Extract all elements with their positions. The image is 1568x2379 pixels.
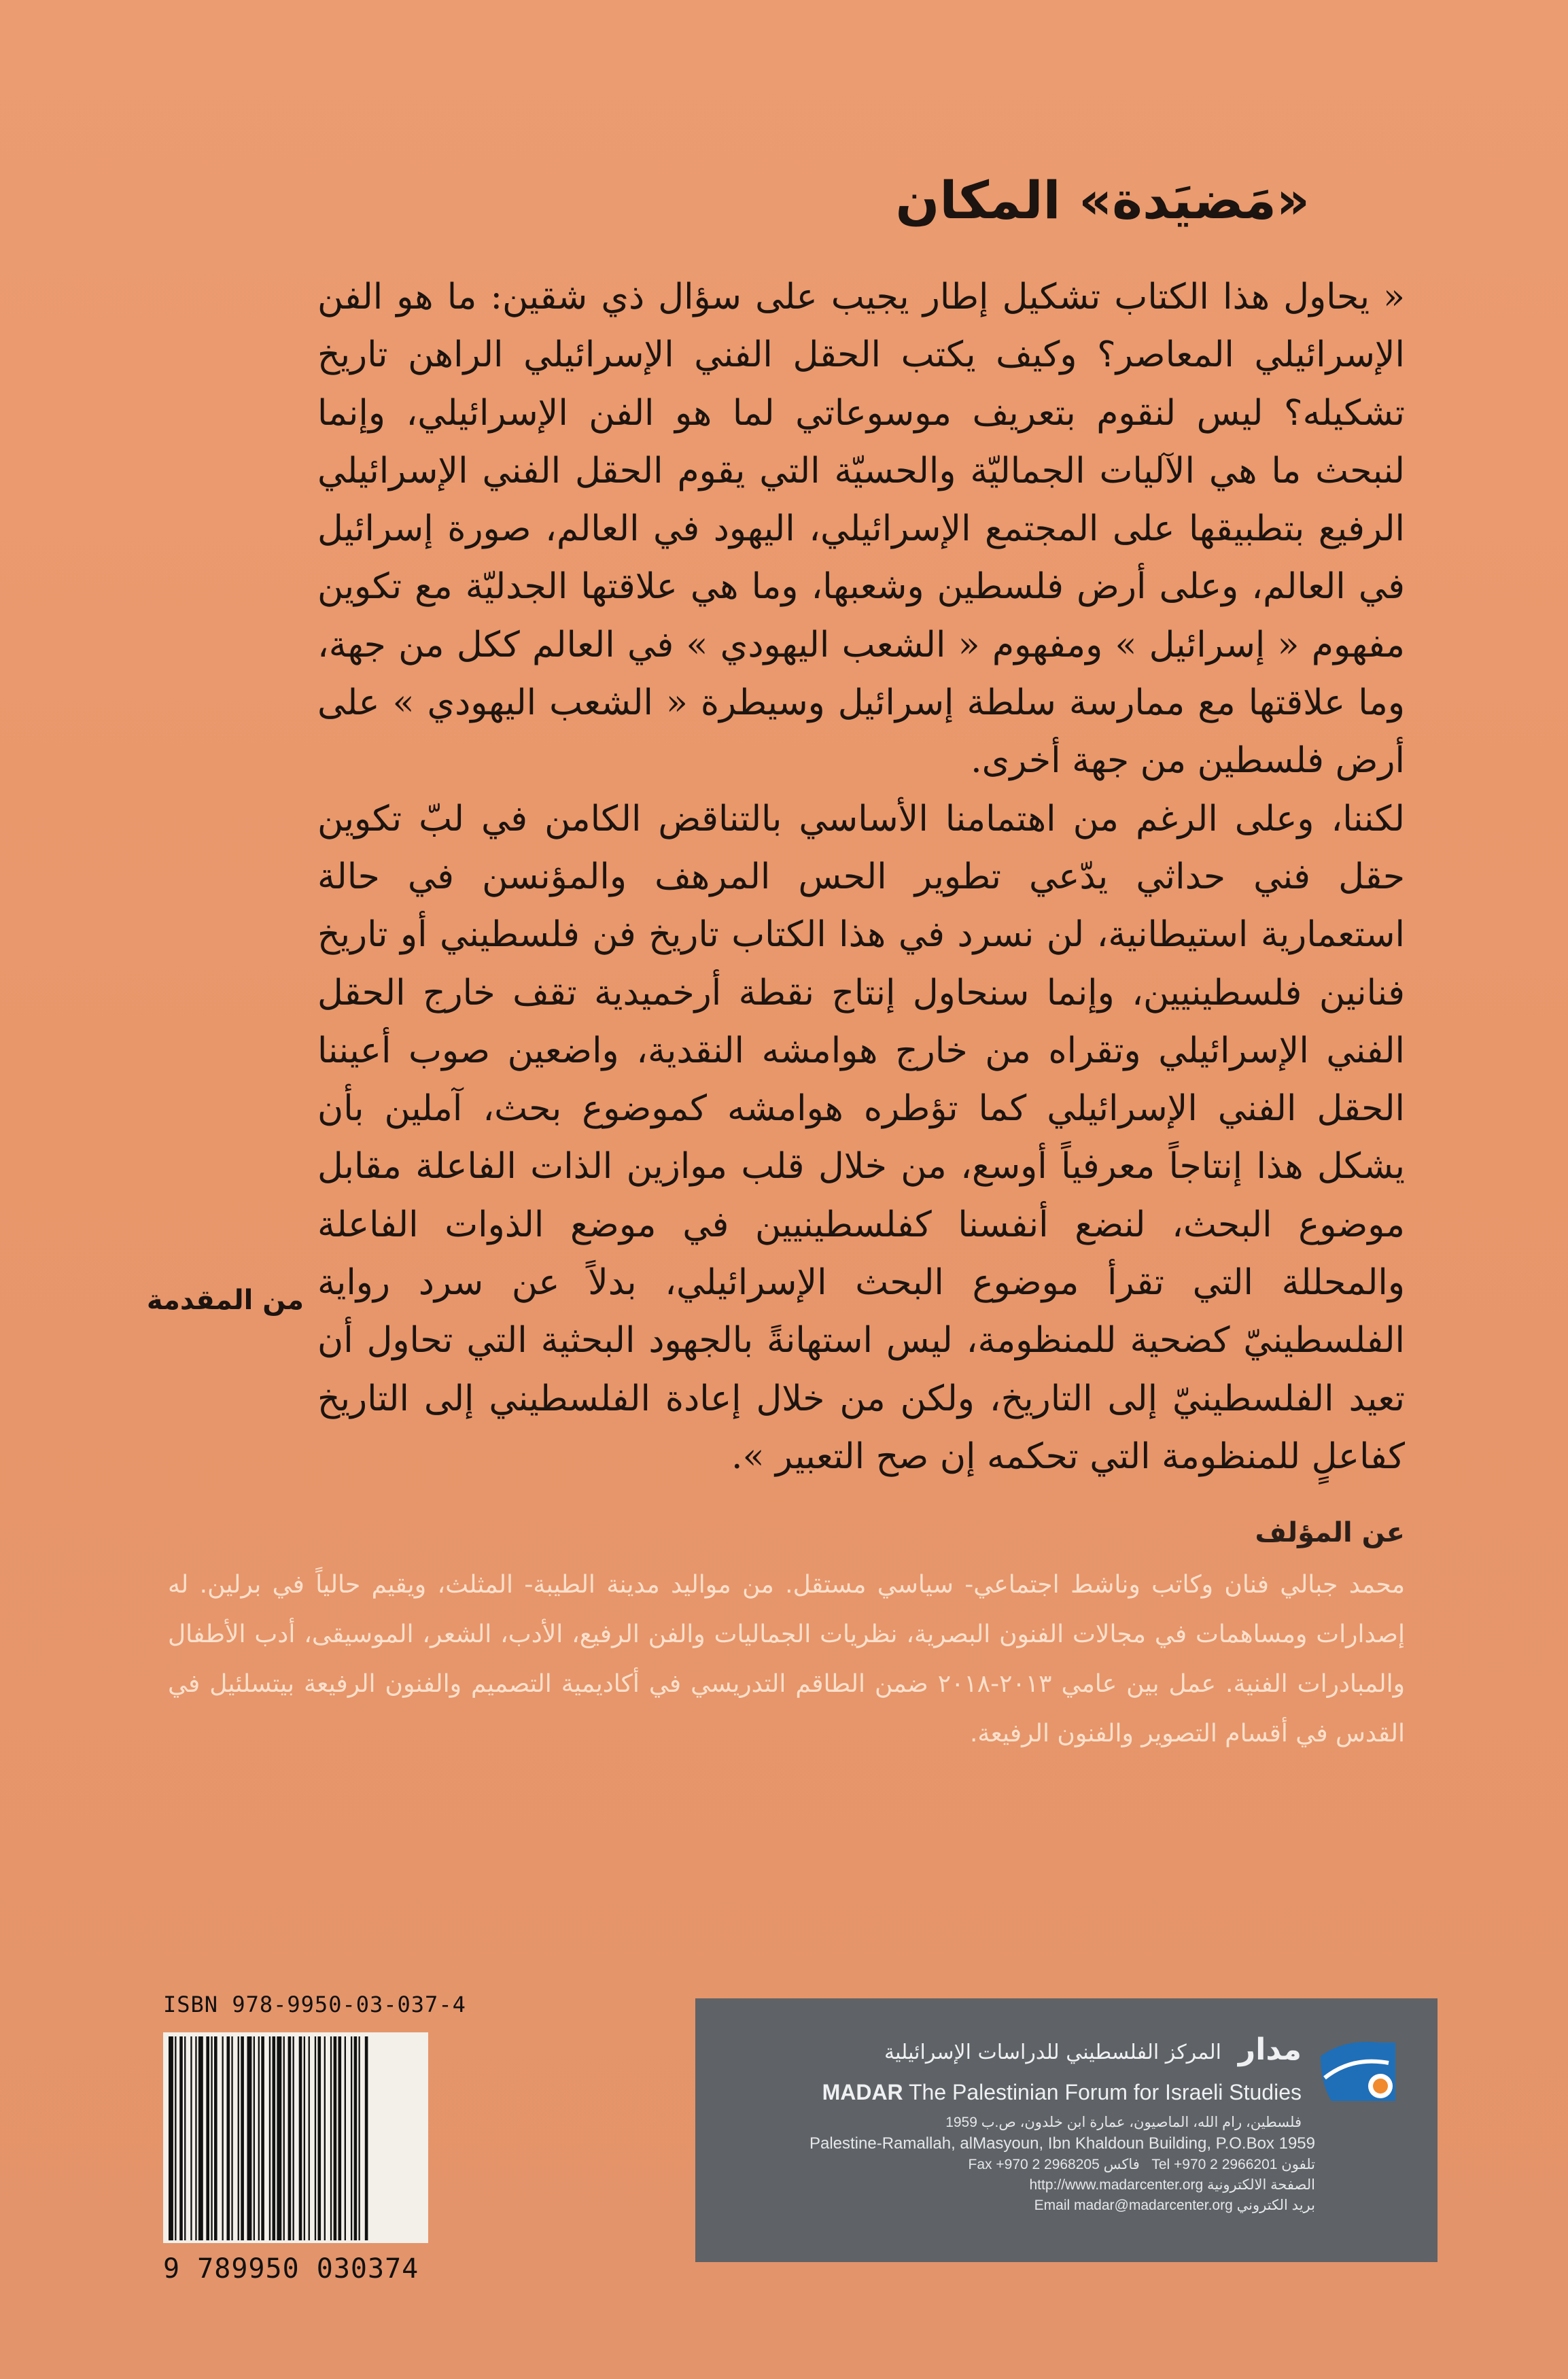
publisher-website: http://www.madarcenter.org xyxy=(1029,2177,1204,2193)
barcode-bar xyxy=(184,2036,186,2240)
barcode-bar xyxy=(315,2036,316,2240)
excerpt-paragraph-1: « يحاول هذا الكتاب تشكيل إطار يجيب على سؤال ذي شقين: ما هو الفن الإسرائيلي المعاصر؟ وكيف يكتب الحقل الفني الإسرائيلي الراهن تاريخ تشكيله؟ ليس لنقوم بتعريف موسوعاتي لما هو الفن الإسرائيلي، وإنما لنبحث ما هي الآليات الجماليّة والحسيّة التي يقوم الحقل الفني الإسرائيلي الرفيع بتطبيقها على المجتمع الإسرائيلي، اليهود في العالم، صورة إسرائيل في العالم، وعلى أرض فلسطين وشعبها، وما هي علاقتها الجدليّة مع تكوين مفهوم « إسرائيل » ومفهوم « الشعب اليهودي » في العالم ككل من جهة، وما علاقتها مع ممارسة سلطة إسرائيل وسيطرة « الشعب اليهودي » على أرض فلسطين من جهة أخرى. xyxy=(317,277,1405,782)
barcode-bar xyxy=(273,2036,276,2240)
barcode-bar xyxy=(354,2036,358,2240)
barcode-bar xyxy=(359,2036,360,2240)
barcode-bar xyxy=(247,2036,252,2240)
publisher-arabic-name: المركز الفلسطيني للدراسات الإسرائيلية xyxy=(884,2041,1221,2064)
publisher-box xyxy=(695,1998,1438,2262)
excerpt-source: من المقدمة xyxy=(146,1285,304,1316)
book-title: «مَضيَدة» المكان xyxy=(895,170,1310,230)
barcode-bar xyxy=(318,2036,321,2240)
barcode-bar xyxy=(169,2036,173,2240)
author-bio: محمد جبالي فنان وكاتب وناشط اجتماعي- سياسي مستقل. من مواليد مدينة الطيبة- المثلث، ويقيم حالياً في برلين. له إصدارات ومساهمات في مجالات الفنون البصرية، نظريات الجماليات والفن الرفيع، الأدب، الشعر، الموسيقى، أدب الأطفال والمبادرات الفنية. عمل بين عامي ٢٠١٣-٢٠١٨ ضمن الطاقم التدريسي في أكاديمية التصميم والفنون الرفيعة بيتسلئيل في القدس في أقسام التصوير والفنون الرفيعة. xyxy=(168,1571,1405,1748)
barcode-bar xyxy=(288,2036,292,2240)
barcode-bar xyxy=(195,2036,196,2240)
barcode-bar xyxy=(299,2036,302,2240)
barcode-bars xyxy=(163,2032,428,2243)
publisher-website-line xyxy=(1030,2176,1316,2193)
barcode-bar xyxy=(211,2036,212,2240)
introduction-excerpt xyxy=(317,268,1405,1486)
barcode-bar xyxy=(222,2036,224,2240)
publisher-email: Email madar@madarcenter.org xyxy=(1034,2198,1233,2213)
publisher-website-label: الصفحة الالكترونية xyxy=(1206,2177,1315,2193)
barcode-bar xyxy=(261,2036,264,2240)
author-heading: عن المؤلف xyxy=(1255,1517,1405,1548)
barcode-bar xyxy=(206,2036,209,2240)
barcode-bar xyxy=(304,2036,305,2240)
publisher-english-name: The Palestinian Forum for Israeli Studies xyxy=(908,2080,1302,2104)
publisher-email-line xyxy=(1034,2197,1315,2214)
barcode-bar xyxy=(330,2036,332,2240)
barcode-bar xyxy=(345,2036,346,2240)
barcode-bar xyxy=(190,2036,192,2240)
barcode-bar xyxy=(338,2036,342,2240)
madar-logo-icon xyxy=(1318,2036,1398,2106)
barcode-bar xyxy=(179,2036,183,2240)
barcode-bar xyxy=(175,2036,176,2240)
publisher-logo-text: مدار xyxy=(1238,2032,1302,2067)
barcode-bar xyxy=(283,2036,285,2240)
barcode-bar xyxy=(269,2036,271,2240)
publisher-address-arabic: فلسطين، رام الله، الماصيون، عمارة ابن خلدون، ص.ب 1959 xyxy=(945,2115,1302,2130)
publisher-abbr: MADAR xyxy=(822,2080,903,2104)
barcode-bar xyxy=(241,2036,244,2240)
barcode-bar xyxy=(254,2036,255,2240)
barcode-bar xyxy=(334,2036,337,2240)
barcode-digits: 9 789950 030374 xyxy=(163,2253,419,2285)
publisher-phone: Tel +970 2 2966201 xyxy=(1151,2157,1278,2172)
barcode-bar xyxy=(293,2036,294,2240)
barcode-bar xyxy=(231,2036,232,2240)
barcode-bar xyxy=(214,2036,217,2240)
barcode-bar xyxy=(258,2036,260,2240)
barcode-bar xyxy=(198,2036,203,2240)
barcode-bar xyxy=(365,2036,368,2240)
publisher-phone-label: تلفون xyxy=(1281,2157,1315,2172)
barcode-bar xyxy=(351,2036,352,2240)
isbn-label: ISBN 978-9950-03-037-4 xyxy=(163,1992,466,2017)
barcode-bar xyxy=(227,2036,230,2240)
publisher-fax: Fax +970 2 2968205 xyxy=(968,2157,1100,2172)
publisher-email-label: بريد الكتروني xyxy=(1236,2198,1315,2213)
barcode-bar xyxy=(238,2036,239,2240)
barcode-bar xyxy=(277,2036,281,2240)
publisher-fax-label: فاكس xyxy=(1103,2157,1140,2172)
barcode xyxy=(163,2032,428,2243)
barcode-bar xyxy=(324,2036,326,2240)
excerpt-paragraph-2: لكننا، وعلى الرغم من اهتمامنا الأساسي بالتناقض الكامن في لبّ تكوين حقل فني حداثي يدّعي تطوير الحس المرهف والمؤنسن في حالة استعمارية استيطانية، لن نسرد في هذا الكتاب تاريخ فن فلسطيني أو تاريخ فنانين فلسطينيين، وإنما سنحاول إنتاج نقطة أرخميدية تقف خارج الحقل الفني الإسرائيلي وتقراه من خارج هوامشه النقدية، واضعين صوب أعيننا الحقل الفني الإسرائيلي كما تؤطره هوامشه كموضوع بحث، آملين بأن يشكل هذا إنتاجاً معرفياً أوسع، من خلال قلب موازين الذات الفاعلة مقابل موضوع البحث، لنضع أنفسنا كفلسطينيين في موضع الذوات الفاعلة والمحللة التي تقرأ موضوع البحث الإسرائيلي، بدلاً عن سرد رواية الفلسطينيّ كضحية للمنظومة، ليس استهانةً بالجهود البحثية التي تحاول أن تعيد الفلسطينيّ إلى التاريخ، ولكن من خلال إعادة الفلسطيني إلى التاريخ كفاعلٍ للمنظومة التي تحكمه إن صح التعبير ». xyxy=(317,798,1406,1477)
publisher-address-english: Palestine-Ramallah, alMasyoun, Ibn Khaldoun Building, P.O.Box 1959 xyxy=(809,2134,1315,2153)
publisher-english-line xyxy=(822,2080,1302,2105)
barcode-bar xyxy=(309,2036,310,2240)
publisher-contact-line xyxy=(969,2156,1315,2173)
